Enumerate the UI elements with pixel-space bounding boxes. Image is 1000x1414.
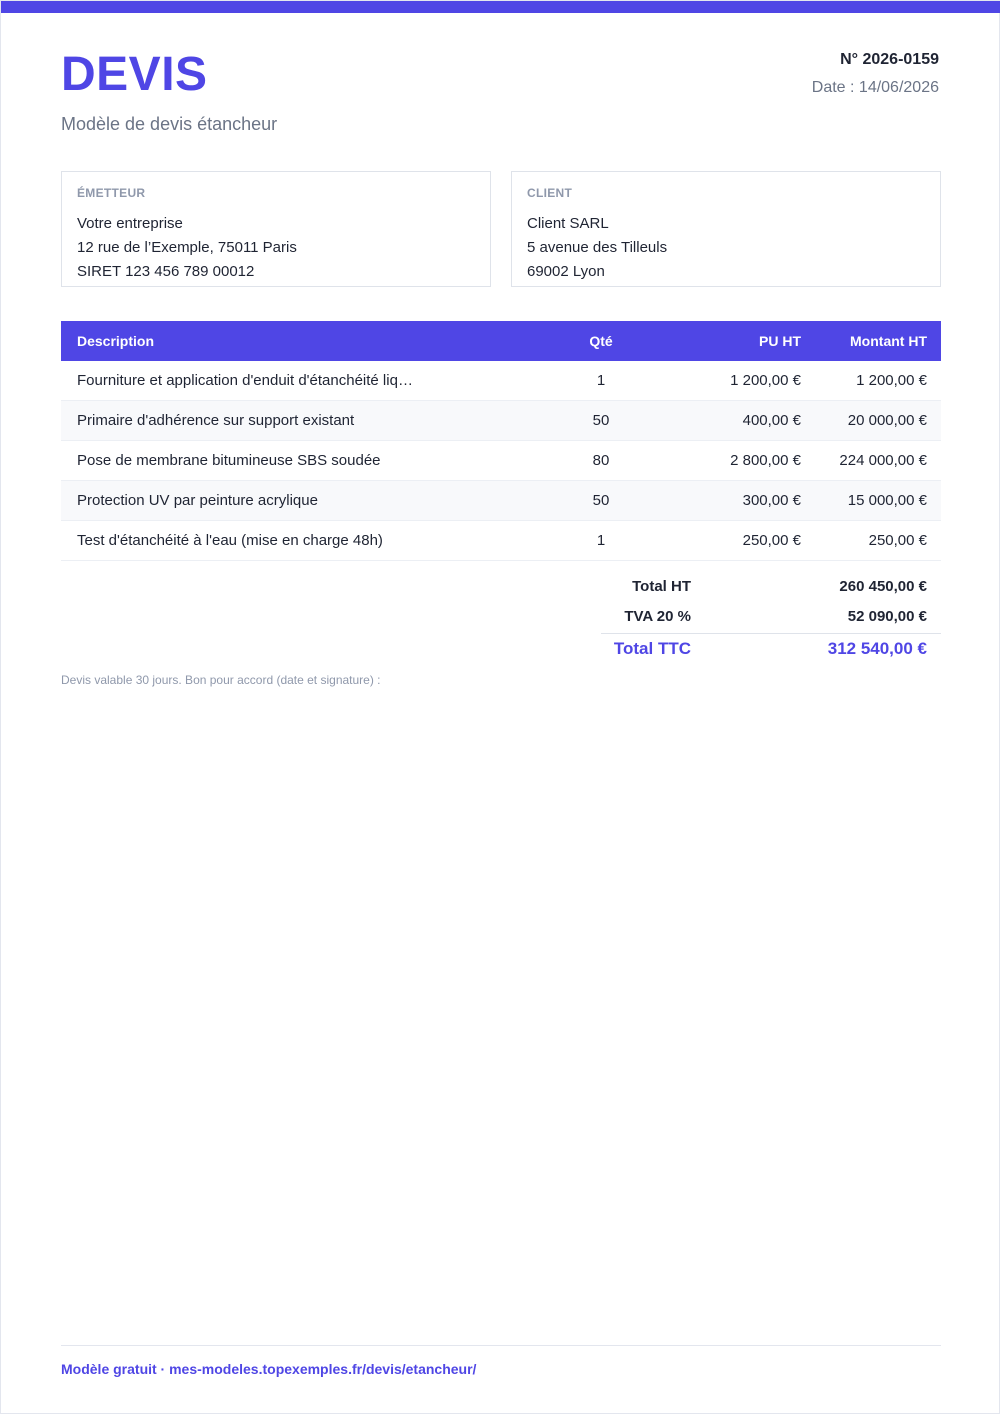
cell-description: Protection UV par peinture acrylique [77,492,318,509]
document-title: DEVIS [61,48,208,101]
document-date: Date : 14/06/2026 [811,79,939,96]
cell-unit-price: 1 200,00 € [730,372,801,389]
table-row [61,481,941,521]
cell-qty: 50 [592,492,610,509]
emitter-label: ÉMETTEUR [77,186,146,200]
cell-description: Fourniture et application d'enduit d'étanchéité liq… [77,372,413,389]
cell-qty: 80 [592,452,610,469]
table-row [61,521,941,561]
tva-label: TVA 20 % [624,608,691,625]
table-row [61,441,941,481]
cell-unit-price: 250,00 € [742,532,801,549]
cell-description: Primaire d'adhérence sur support existant [77,412,355,429]
cell-unit-price: 2 800,00 € [730,452,801,469]
validity-note: Devis valable 30 jours. Bon pour accord (date et signature) : [61,673,381,687]
cell-unit-price: 300,00 € [742,492,801,509]
accent-top-bar [1,1,1000,13]
total-ht-value: 260 450,00 € [839,578,927,595]
total-ttc-value: 312 540,00 € [827,639,927,658]
header-amount: Montant HT [850,333,927,349]
document-number: N° 2026-0159 [840,51,939,68]
header-qty: Qté [589,333,613,349]
cell-unit-price: 400,00 € [742,412,801,429]
table-row [61,361,941,401]
cell-amount: 1 200,00 € [856,372,927,389]
cell-qty: 1 [596,372,606,389]
cell-description: Pose de membrane bitumineuse SBS soudée [77,452,381,469]
cell-qty: 1 [596,532,606,549]
total-ht-row [61,573,941,603]
cell-amount: 224 000,00 € [839,452,927,469]
table-row [61,401,941,441]
client-box [511,171,941,287]
emitter-box [61,171,491,287]
emitter-line: SIRET 123 456 789 00012 [77,263,255,280]
client-line: Client SARL [527,215,609,232]
total-ht-label: Total HT [632,578,691,595]
total-ttc-row [61,633,941,667]
footer-divider [61,1345,941,1346]
table-header-row [61,321,941,361]
emitter-line: 12 rue de l’Exemple, 75011 Paris [77,239,297,256]
client-line: 69002 Lyon [527,263,605,280]
footer-link[interactable]: Modèle gratuit · mes-modeles.topexemples.fr/devis/etancheur/ [61,1361,477,1377]
client-line: 5 avenue des Tilleuls [527,239,668,256]
emitter-line: Votre entreprise [77,215,183,232]
client-label: CLIENT [527,186,573,200]
totals-block [61,573,941,667]
header-description: Description [77,333,155,349]
cell-amount: 15 000,00 € [847,492,927,509]
cell-qty: 50 [592,412,610,429]
total-ttc-label: Total TTC [613,639,691,658]
tva-value: 52 090,00 € [847,608,927,625]
cell-amount: 20 000,00 € [847,412,927,429]
cell-amount: 250,00 € [868,532,927,549]
header-unit-price: PU HT [759,333,801,349]
document-subtitle: Modèle de devis étancheur [61,114,278,134]
cell-description: Test d'étanchéité à l'eau (mise en charge 48h) [77,532,383,549]
tva-row [61,603,941,633]
items-table [61,321,941,561]
